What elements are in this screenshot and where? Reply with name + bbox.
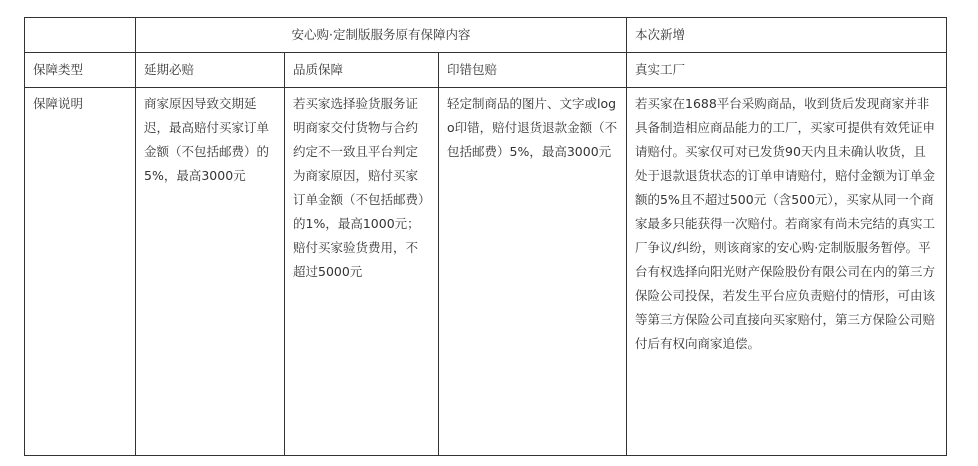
desc-real-factory: 若买家在1688平台采购商品，收到货后发现商家并非具备制造相应商品能力的工厂，买家可提供有效凭证申请赔付。买家仅可对已发货90天内且未确认收货，且处于退款退货状态的订单申请赔付，赔付金额为订单金额的5%且不超过500元（含500元），买家从同一个商家最多只能获得一次赔付。若商家有尚未完结的真实工厂争议/纠纷，则该商家的安心购·定制版服务暂停。平台有权选择向阳光财产保险股份有限公司在内的第三方保险公司投保，若发生平台应负责赔付的情形，可由该等第三方保险公司直接向买家赔付，第三方保险公司赔付后有权向商家追偿。 xyxy=(627,88,947,456)
desc-print-error-compensation: 轻定制商品的图片、文字或logo印错，赔付退货退款金额（不包括邮费）5%，最高3000元 xyxy=(439,88,627,456)
guarantee-description-label: 保障说明 xyxy=(25,88,136,456)
original-guarantee-header: 安心购·定制版服务原有保障内容 xyxy=(136,18,627,53)
type-real-factory: 真实工厂 xyxy=(627,53,947,88)
new-guarantee-header: 本次新增 xyxy=(627,18,947,53)
desc-delay-compensation: 商家原因导致交期延迟，最高赔付买家订单金额（不包括邮费）的5%，最高3000元 xyxy=(136,88,285,456)
type-quality-guarantee: 品质保障 xyxy=(285,53,439,88)
desc-quality-guarantee: 若买家选择验货服务证明商家交付货物与合约约定不一致且平台判定为商家原因，赔付买家订单金额（不包括邮费）的1%，最高1000元；赔付买家验货费用，不超过5000元 xyxy=(285,88,439,456)
group-header-row xyxy=(25,18,947,53)
corner-cell xyxy=(25,18,136,53)
guarantee-description-row xyxy=(25,88,947,456)
type-print-error-compensation: 印错包赔 xyxy=(439,53,627,88)
guarantee-type-row xyxy=(25,53,947,88)
guarantee-type-label: 保障类型 xyxy=(25,53,136,88)
guarantee-table xyxy=(24,17,947,456)
type-delay-compensation: 延期必赔 xyxy=(136,53,285,88)
